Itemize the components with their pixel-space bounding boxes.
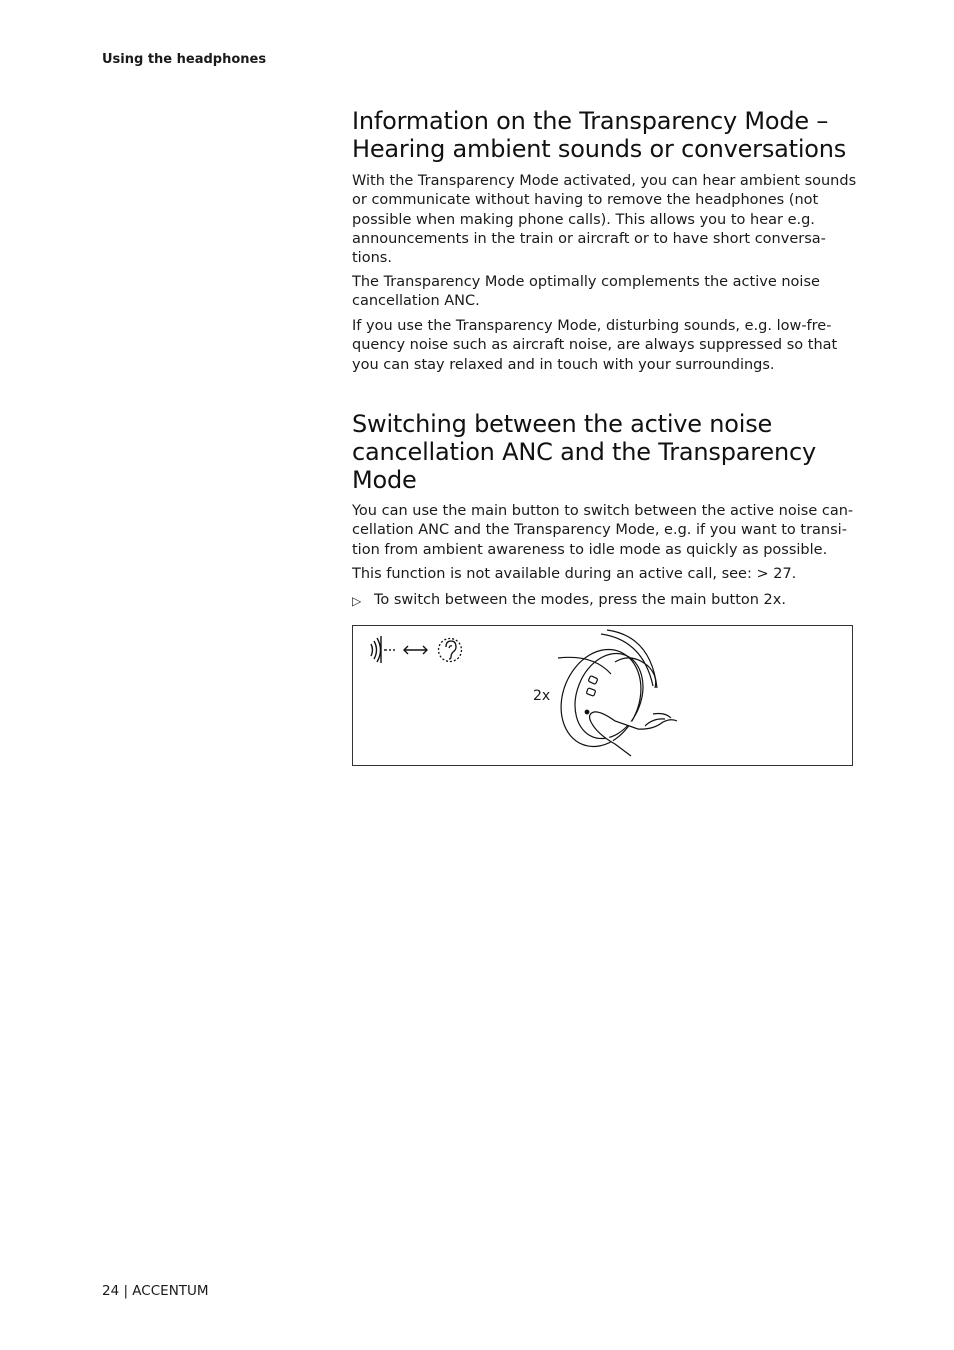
paragraph: This function is not available during an active call, see: > 27. <box>352 566 797 582</box>
section-title-transparency-info: Information on the Transparency Mode – Hearing ambient sounds or conversations <box>352 107 847 163</box>
headphone-cup-icon <box>547 630 657 759</box>
running-header: Using the headphones <box>102 52 267 67</box>
instruction-step <box>352 591 857 611</box>
headphone-illustration <box>353 626 852 765</box>
page-footer: 24 | ACCENTUM <box>102 1283 209 1299</box>
press-count-label: 2x <box>533 688 551 704</box>
anc-icon <box>371 636 395 663</box>
illustration-box <box>352 625 853 766</box>
paragraph: The Transparency Mode optimally complements the active noise cancellation ANC. <box>352 274 820 310</box>
paragraph: You can use the main button to switch between the active noise can-cellation ANC and the Transparency Mode, e.g. if you want to transi-tion from ambient awareness to idle mode as quickly as possible. <box>352 503 854 558</box>
swap-arrow-icon <box>404 646 427 654</box>
transparency-ear-icon <box>439 639 462 662</box>
step-marker-icon: ▷ <box>352 594 362 608</box>
paragraph: If you use the Transparency Mode, disturbing sounds, e.g. low-fre-quency noise such as aircraft noise, are always suppressed so that you can stay relaxed and in touch with your surroundings. <box>352 318 838 373</box>
section-title-switching-modes: Switching between the active noise cancellation ANC and the Transparency Mode <box>352 410 816 494</box>
instruction-text: To switch between the modes, press the main button 2x. <box>374 592 786 608</box>
paragraph: With the Transparency Mode activated, you can hear ambient sounds or communicate without having to remove the headphones (not possible when making phone calls). This allows you to hear e.g. announcements in the train or aircraft or to have short conversa-tions. <box>352 173 857 267</box>
